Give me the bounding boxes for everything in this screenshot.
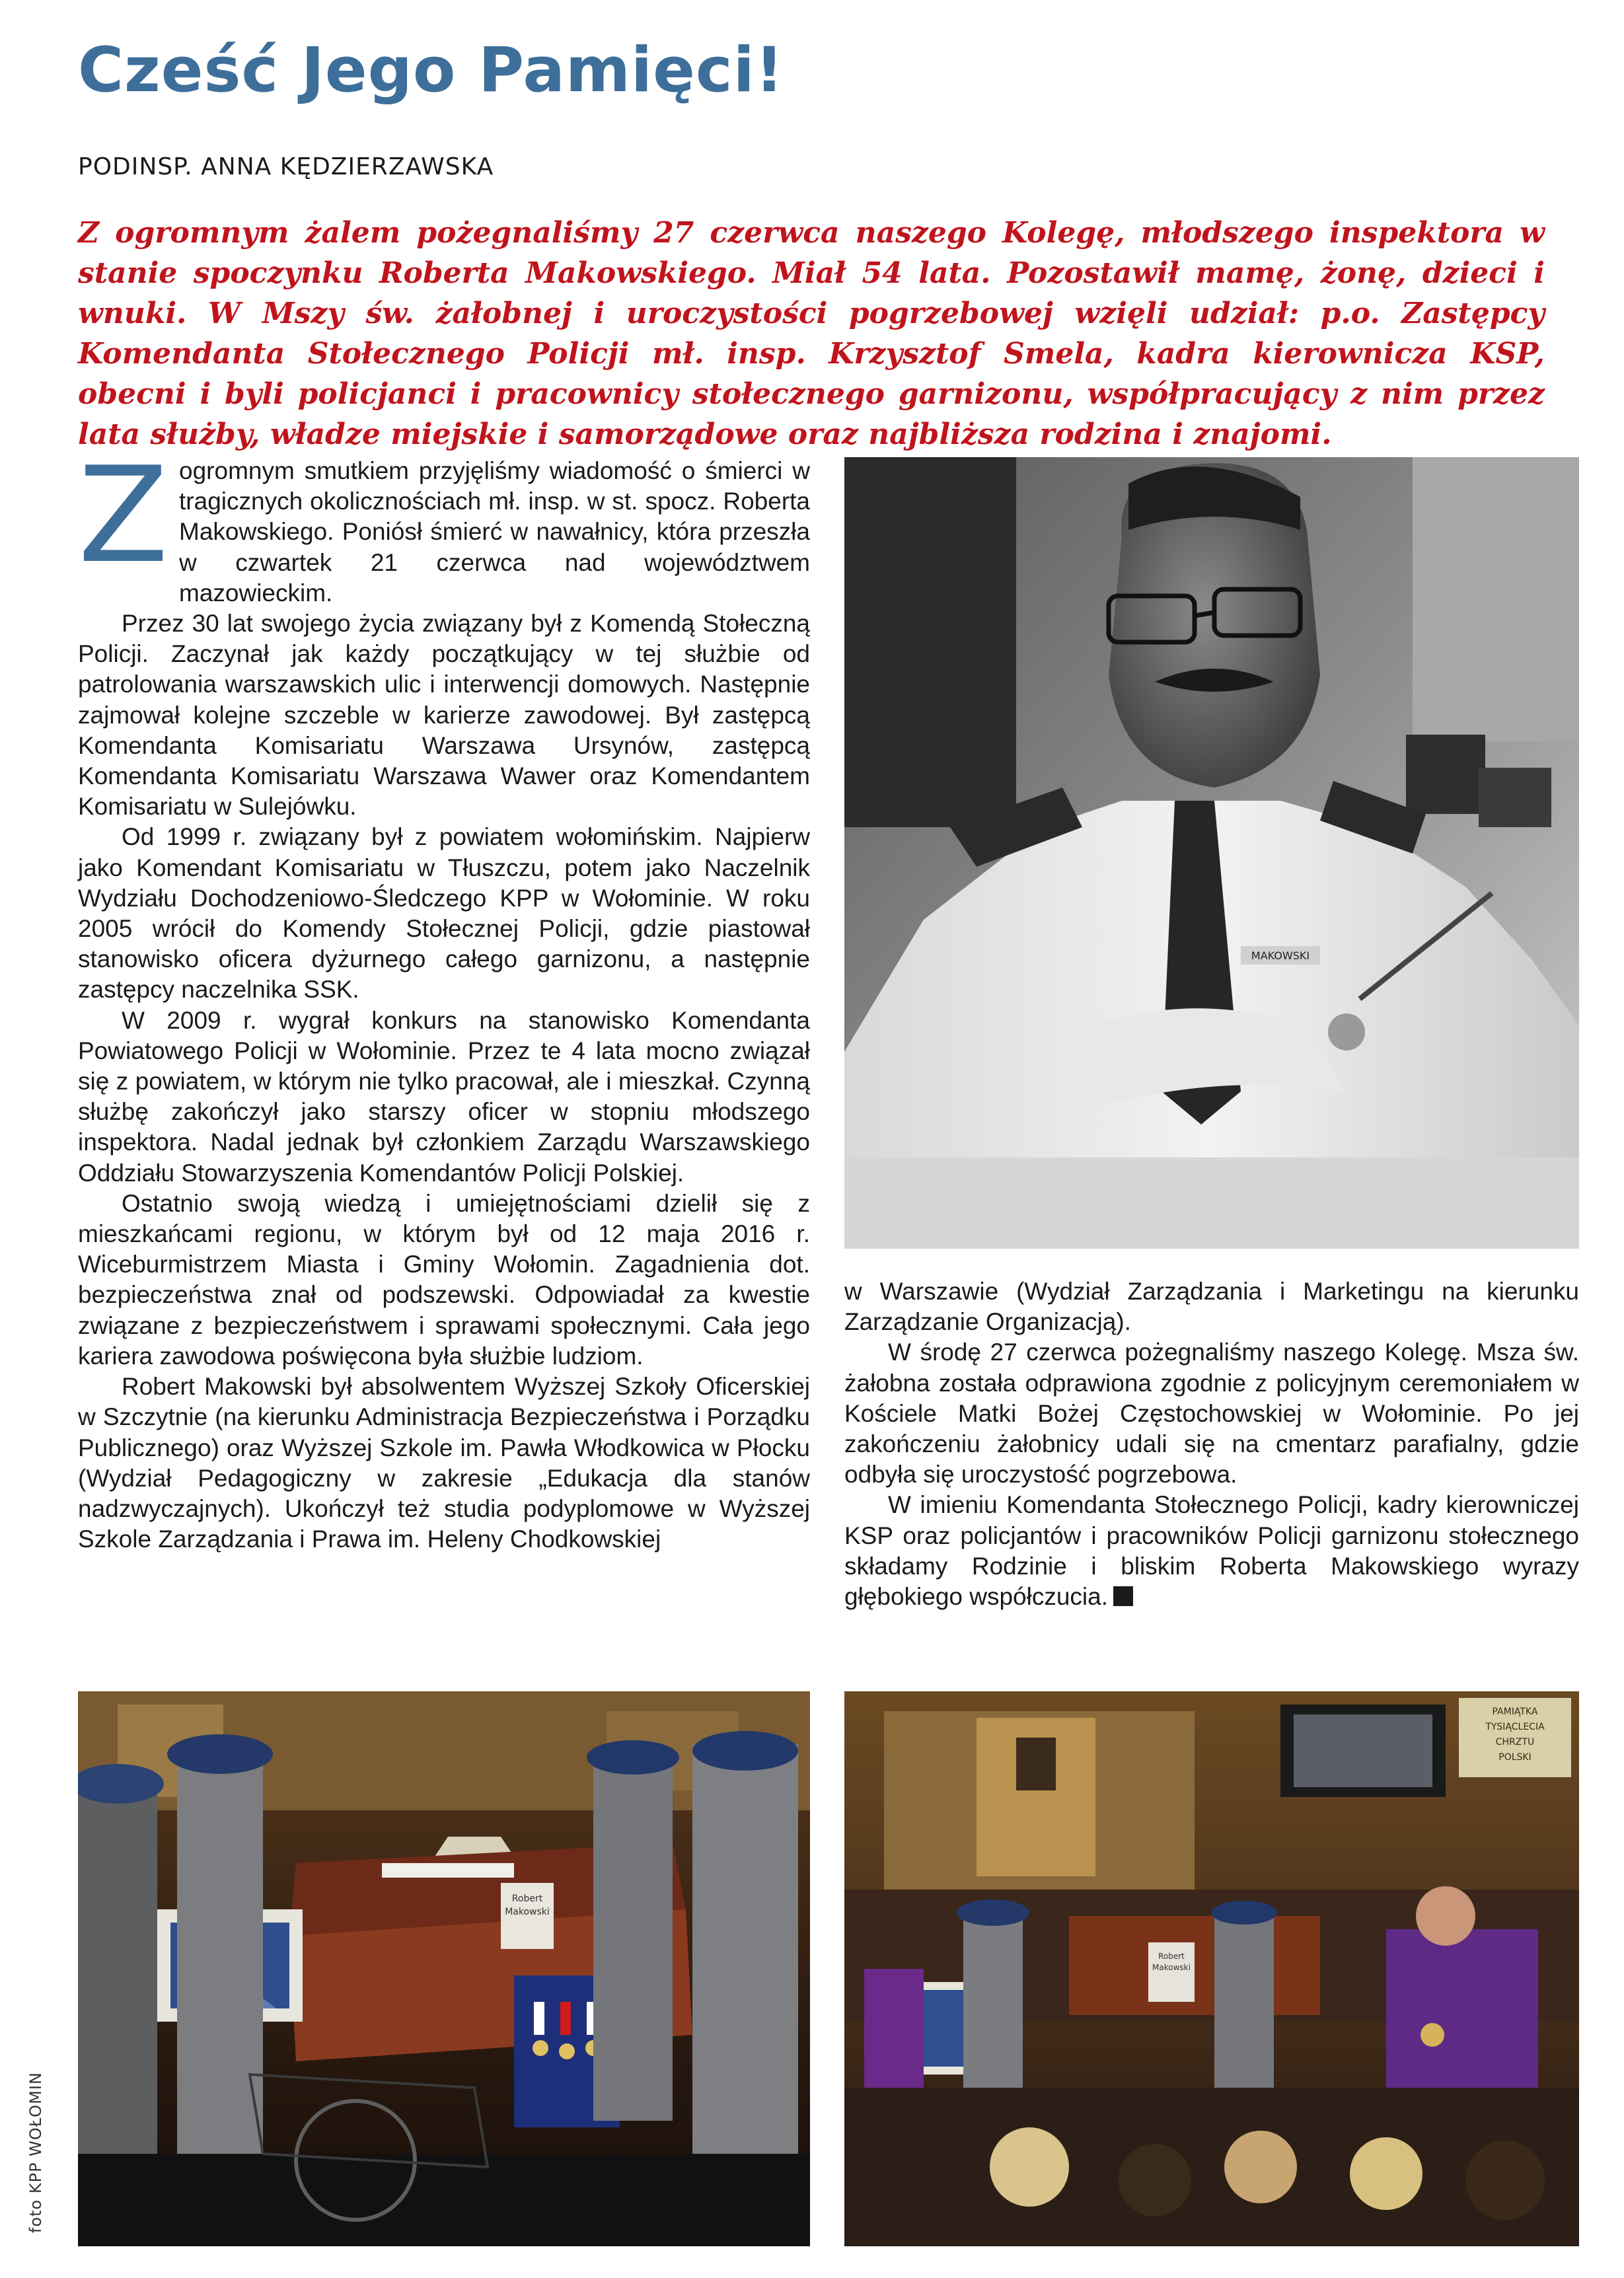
paragraph-1 xyxy=(78,439,810,608)
article-author: PODINSP. ANNA KĘDZIERZAWSKA xyxy=(78,153,494,180)
paragraph-2: Przez 30 lat swojego życia związany był z Komendą Stołeczną Policji. Zaczynał jak każdy początkujący w tej służbie od patrolowania warszawskich ulic i interwencji domowych. Następnie zajmował kolejne szczeble w karierze zawodowej. Był zastępcą Komendanta Komisariatu Warszawa Ursynów, zastępcą Komendanta Komisariatu Warszawa Wawer oraz Komendantem Komisariatu w Sulejówku. xyxy=(78,610,810,821)
body-column-left xyxy=(78,439,810,1555)
coffin-plate-surname-right: Makowski xyxy=(1152,1963,1191,1972)
uniform-nameplate: MAKOWSKI xyxy=(1251,949,1310,962)
funeral-photo-honor-guard xyxy=(78,1691,810,2246)
funeral-photo-church-mass xyxy=(844,1691,1579,2246)
end-of-article-mark xyxy=(1113,1586,1133,1606)
paragraph-6: Robert Makowski był absolwentem Wyższej Szkoły Oficerskiej w Szczytnie (na kierunku Administracja Bezpieczeństwa i Porządku Publicznego) oraz Wyższej Szkole im. Pawła Włodkowica w Płocku (Wydział Pedagogiczny w zakresie „Edukacja dla stanów nadzwyczajnych). Ukończył też studia podyplomowe w Wyższej Szkole Zarządzania i Prawa im. Heleny Chodkowskiej xyxy=(78,1373,810,1553)
banner-line-2: TYSIĄCLECIA xyxy=(1485,1722,1545,1732)
paragraph-9 xyxy=(844,1490,1579,1612)
drop-cap: Z xyxy=(78,439,169,593)
photo-credit: foto KPP WOŁOMIN xyxy=(26,2072,45,2233)
coffin-plate-first-name: Robert xyxy=(511,1893,543,1904)
paragraph-5: Ostatnio swoją wiedzą i umiejętnościami dzielił się z mieszkańcami regionu, w którym był od 12 maja 2016 r. Wiceburmistrzem Miasta i Gminy Wołomin. Zagadnienia dot. bezpieczeństwa znał od podszewski. Odpowiadał za kwestie związane z bezpieczeństwem i sprawami społecznymi. Cała jego kariera zawodowa poświęcona była służbie ludziom. xyxy=(78,1189,810,1370)
paragraph-4: W 2009 r. wygrał konkurs na stanowisko Komendanta Powiatowego Policji w Wołominie. Przez te 4 lata mocno związał się z powiatem, w którym nie tylko pracował, ale i mieszkał. Czynną służbę zakończył jako starszy oficer w stopniu młodszego inspektora. Nadal jednak był członkiem Zarządu Warszawskiego Oddziału Stowarzyszenia Komendantów Policji Polskiej. xyxy=(78,1006,810,1187)
paragraph-7: w Warszawie (Wydział Zarządzania i Marketingu na kierunku Zarządzanie Organizacją). xyxy=(844,1278,1579,1336)
banner-line-3: CHRZTU xyxy=(1495,1737,1535,1747)
portrait-photo xyxy=(844,457,1579,1249)
coffin-plate-surname: Makowski xyxy=(505,1907,550,1917)
article-title: Cześć Jego Pamięci! xyxy=(78,34,784,106)
coffin-plate-first-name-right: Robert xyxy=(1158,1952,1185,1961)
banner-line-1: PAMIĄTKA xyxy=(1492,1707,1538,1717)
article-lead: Z ogromnym żalem pożegnaliśmy 27 czerwca naszego Kolegę, młodszego inspektora w stanie spoczynku Roberta Makowskiego. Miał 54 lata. Pozostawił mamę, żonę, dzieci i wnuki. W Mszy św. żałobnej i uroczystości pogrzebowej wzięli udział: p.o. Zastępcy Komendanta Stołecznego Policji mł. insp. Krzysztof Smela, kadra kierownicza KSP, obecni i byli policjanci i pracownicy stołecznego garnizonu, współpracujący z nim przez lata służby, władze miejskie i samorządowe oraz najbliższa rodzina i znajomi. xyxy=(78,216,1545,451)
paragraph-1-text: ogromnym smutkiem przyjęliśmy wiadomość o śmierci w tragicznych okolicznościach mł. insp. w st. spocz. Roberta Makowskiego. Poniósł śmierć w nawałnicy, która przeszła w czwartek 21 czerwca nad województwem mazowieckim. xyxy=(179,457,810,606)
paragraph-8: W środę 27 czerwca pożegnaliśmy naszego Kolegę. Msza św. żałobna została odprawiona zgodnie z policyjnym ceremoniałem w Kościele Matki Bożej Częstochowskiej w Wołominie. Po jej zakończeniu żałobnicy udali się na cmentarz parafialny, gdzie odbyła się uroczystość pogrzebowa. xyxy=(844,1339,1579,1488)
paragraph-3: Od 1999 r. związany był z powiatem wołomińskim. Najpierw jako Komendant Komisariatu w Tłuszczu, potem jako Naczelnik Wydziału Dochodzeniowo-Śledczego KPP w Wołominie. W roku 2005 wrócił do Komendy Stołecznej Policji, gdzie piastował stanowisko oficera dyżurnego całego garnizonu, a następnie zastępcy naczelnika SSK. xyxy=(78,823,810,1004)
banner-line-4: POLSKI xyxy=(1498,1752,1532,1763)
body-column-right xyxy=(844,1276,1579,1612)
paragraph-9-text: W imieniu Komendanta Stołecznego Policji, kadry kierowniczej KSP oraz policjantów i pracowników Policji garnizonu stołecznego składamy Rodzinie i bliskim Roberta Makowskiego wyrazy głębokiego współczucia. xyxy=(844,1491,1579,1611)
